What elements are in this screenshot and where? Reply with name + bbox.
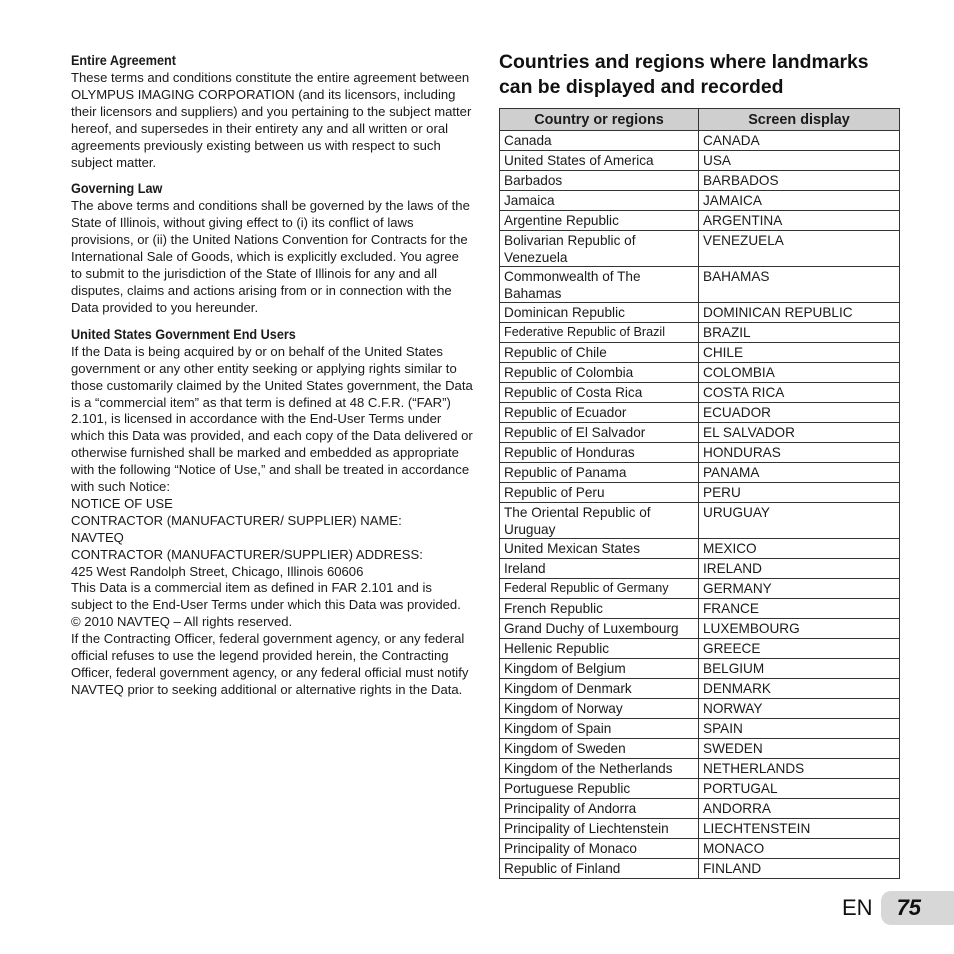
screen-display-cell: DOMINICAN REPUBLIC — [699, 303, 900, 323]
screen-display-cell: HONDURAS — [699, 443, 900, 463]
screen-display-cell: BARBADOS — [699, 171, 900, 191]
screen-display-cell: FRANCE — [699, 599, 900, 619]
country-cell: Argentine Republic — [500, 211, 699, 231]
table-row — [500, 619, 900, 639]
country-cell: French Republic — [500, 599, 699, 619]
screen-display-cell: USA — [699, 151, 900, 171]
table-row — [500, 759, 900, 779]
table-row — [500, 839, 900, 859]
table-row — [500, 343, 900, 363]
table-row — [500, 679, 900, 699]
notice-line: NOTICE OF USE — [71, 495, 173, 511]
table-row — [500, 171, 900, 191]
table-row — [500, 483, 900, 503]
screen-display-cell: BAHAMAS — [699, 267, 900, 303]
table-row — [500, 463, 900, 483]
table-row — [500, 539, 900, 559]
screen-display-cell: MEXICO — [699, 539, 900, 559]
notice-line: © 2010 NAVTEQ – All rights reserved. — [71, 614, 293, 630]
country-cell: United Mexican States — [500, 539, 699, 559]
table-row — [500, 211, 900, 231]
page-number: 75 — [896, 895, 922, 920]
country-cell: Kingdom of the Netherlands — [500, 759, 699, 779]
entire-agreement-heading: Entire Agreement — [71, 53, 176, 68]
country-cell: Canada — [500, 131, 699, 151]
screen-display-cell: MONACO — [699, 839, 900, 859]
table-row — [500, 191, 900, 211]
terms-column — [71, 52, 473, 708]
screen-display-cell: URUGUAY — [699, 503, 900, 539]
screen-display-cell: COLOMBIA — [699, 363, 900, 383]
country-cell: Federative Republic of Brazil — [500, 323, 699, 343]
screen-display-cell: ECUADOR — [699, 403, 900, 423]
screen-display-cell: VENEZUELA — [699, 231, 900, 267]
table-row — [500, 303, 900, 323]
table-row — [500, 799, 900, 819]
us-government-section — [71, 326, 473, 699]
notice-line: If the Contracting Officer, federal government agency, or any federal official refuses to use the legend provided herein, the Contracting Officer, federal government agency, or any federal official must notify NAVTEQ prior to seeking additional or alternative rights in the Data. — [71, 631, 469, 697]
regions-table — [499, 108, 900, 879]
table-row — [500, 599, 900, 619]
notice-line: NAVTEQ — [71, 529, 124, 545]
table-row — [500, 231, 900, 267]
country-cell: Republic of Finland — [500, 859, 699, 879]
country-cell: Republic of Ecuador — [500, 403, 699, 423]
screen-display-cell: SPAIN — [699, 719, 900, 739]
country-cell: Kingdom of Belgium — [500, 659, 699, 679]
table-row — [500, 423, 900, 443]
table-row — [500, 699, 900, 719]
country-cell: Ireland — [500, 559, 699, 579]
country-cell: Republic of Honduras — [500, 443, 699, 463]
screen-display-cell: PANAMA — [699, 463, 900, 483]
regions-table-body — [500, 131, 900, 879]
country-cell: Principality of Liechtenstein — [500, 819, 699, 839]
screen-display-cell: DENMARK — [699, 679, 900, 699]
screen-display-cell: BELGIUM — [699, 659, 900, 679]
screen-display-cell: COSTA RICA — [699, 383, 900, 403]
table-row — [500, 383, 900, 403]
country-cell: The Oriental Republic of Uruguay — [500, 503, 699, 539]
entire-agreement-body: These terms and conditions constitute the entire agreement between OLYMPUS IMAGING CORPORATION (and its licensors, including their licensors and suppliers) and you pertaining to the subject matter hereof, and supersedes in their entirety any and all written or oral agreements previously existing between us with respect to such subject matter. — [71, 70, 472, 170]
table-row — [500, 559, 900, 579]
table-row — [500, 819, 900, 839]
country-cell: Kingdom of Spain — [500, 719, 699, 739]
screen-display-cell: ARGENTINA — [699, 211, 900, 231]
country-cell: Republic of Colombia — [500, 363, 699, 383]
table-row — [500, 363, 900, 383]
screen-display-cell: PORTUGAL — [699, 779, 900, 799]
screen-display-cell: GREECE — [699, 639, 900, 659]
screen-display-cell: PERU — [699, 483, 900, 503]
table-row — [500, 579, 900, 599]
screen-display-cell: FINLAND — [699, 859, 900, 879]
table-row — [500, 503, 900, 539]
country-cell: Kingdom of Denmark — [500, 679, 699, 699]
country-cell: Hellenic Republic — [500, 639, 699, 659]
notice-line: 425 West Randolph Street, Chicago, Illinois 60606 — [71, 563, 364, 579]
table-row — [500, 403, 900, 423]
table-header-row — [500, 109, 900, 131]
landmarks-column — [499, 50, 899, 879]
screen-display-cell: LUXEMBOURG — [699, 619, 900, 639]
country-cell: Principality of Andorra — [500, 799, 699, 819]
country-cell: Jamaica — [500, 191, 699, 211]
screen-display-cell: CANADA — [699, 131, 900, 151]
screen-display-cell: ANDORRA — [699, 799, 900, 819]
governing-law-heading: Governing Law — [71, 181, 163, 197]
country-cell: Portuguese Republic — [500, 779, 699, 799]
screen-display-cell: NORWAY — [699, 699, 900, 719]
table-row — [500, 639, 900, 659]
notice-line: CONTRACTOR (MANUFACTURER/SUPPLIER) ADDRESS: — [71, 546, 423, 562]
page-footer — [842, 891, 954, 925]
country-cell: Republic of Panama — [500, 463, 699, 483]
table-row — [500, 659, 900, 679]
country-cell: Principality of Monaco — [500, 839, 699, 859]
governing-law-body: The above terms and conditions shall be governed by the laws of the State of Illinois, without giving effect to (i) its conflict of laws provisions, or (ii) the United Nations Convention for Contracts for the International Sale of Goods, which is explicitly excluded. You agree to submit to the jurisdiction of the State of Illinois for any and all disputes, claims and actions arising from or in connection with the Data provided to you hereunder. — [71, 198, 470, 315]
country-cell: United States of America — [500, 151, 699, 171]
screen-display-cell: NETHERLANDS — [699, 759, 900, 779]
country-cell: Commonwealth of The Bahamas — [500, 267, 699, 303]
notice-line: CONTRACTOR (MANUFACTURER/ SUPPLIER) NAME: — [71, 512, 402, 528]
country-cell: Republic of Costa Rica — [500, 383, 699, 403]
table-row — [500, 779, 900, 799]
entire-agreement-section — [71, 52, 473, 171]
country-cell: Republic of Chile — [500, 343, 699, 363]
country-cell: Kingdom of Sweden — [500, 739, 699, 759]
country-cell: Dominican Republic — [500, 303, 699, 323]
country-cell: Barbados — [500, 171, 699, 191]
table-row — [500, 323, 900, 343]
notice-line: This Data is a commercial item as defined in FAR 2.101 and is subject to the End-User Terms under which this Data was provided. — [71, 580, 461, 613]
country-cell: Republic of El Salvador — [500, 423, 699, 443]
us-government-heading: United States Government End Users — [71, 326, 296, 342]
screen-display-cell: BRAZIL — [699, 323, 900, 343]
country-cell: Grand Duchy of Luxembourg — [500, 619, 699, 639]
table-row — [500, 267, 900, 303]
page-number-tab — [881, 891, 954, 925]
screen-display-cell: SWEDEN — [699, 739, 900, 759]
table-row — [500, 719, 900, 739]
screen-display-cell: IRELAND — [699, 559, 900, 579]
country-cell: Federal Republic of Germany — [500, 579, 699, 599]
screen-display-cell: CHILE — [699, 343, 900, 363]
column-header-country: Country or regions — [500, 109, 699, 131]
table-row — [500, 443, 900, 463]
table-row — [500, 151, 900, 171]
language-label: EN — [842, 895, 873, 920]
screen-display-cell: GERMANY — [699, 579, 900, 599]
screen-display-cell: EL SALVADOR — [699, 423, 900, 443]
governing-law-section — [71, 180, 473, 316]
table-row — [500, 739, 900, 759]
country-cell: Republic of Peru — [500, 483, 699, 503]
country-cell: Bolivarian Republic of Venezuela — [500, 231, 699, 267]
table-row — [500, 131, 900, 151]
screen-display-cell: LIECHTENSTEIN — [699, 819, 900, 839]
screen-display-cell: JAMAICA — [699, 191, 900, 211]
landmarks-title: Countries and regions where landmarks can be displayed and recorded — [499, 51, 869, 98]
column-header-display: Screen display — [699, 109, 900, 131]
us-government-body: If the Data is being acquired by or on behalf of the United States government or any other entity seeking or applying rights similar to those customarily claimed by the United States government, the Data is a “commercial item” as that term is defined at 48 C.F.R. (“FAR”) 2.101, is licensed in accordance with the End-User Terms under which this Data was provided, and each copy of the Data delivered or otherwise furnished shall be marked and embedded as appropriate with the following “Notice of Use,” and shall be treated in accordance with such Notice: — [71, 343, 473, 495]
table-row — [500, 859, 900, 879]
country-cell: Kingdom of Norway — [500, 699, 699, 719]
